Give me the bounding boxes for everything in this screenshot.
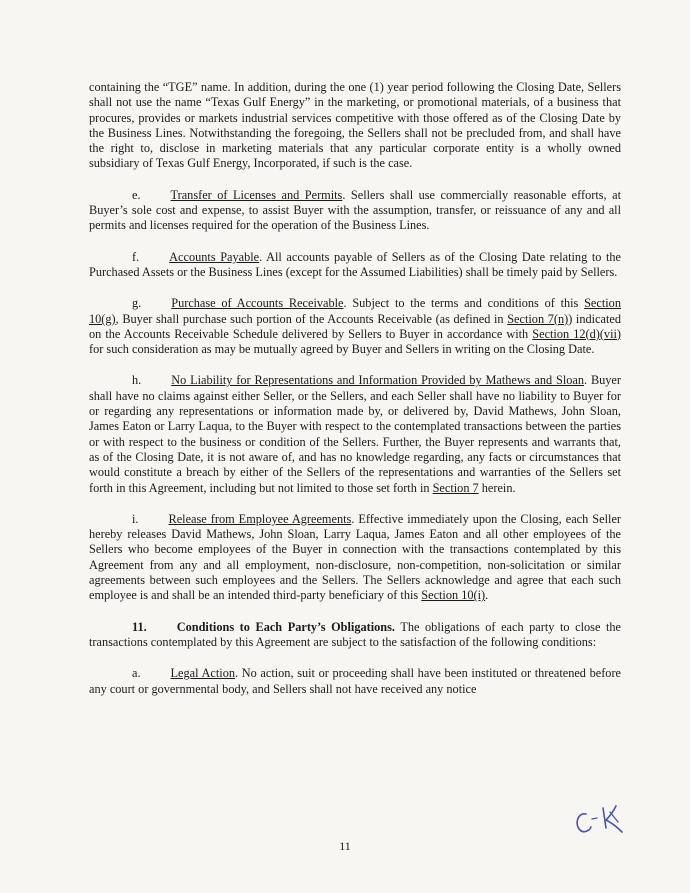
item-title: Purchase of Accounts Receivable bbox=[171, 296, 344, 311]
paragraph-f: f. Accounts Payable. All accounts payable of Sellers as of the Closing Date relating to the Purchased Assets or the Business Lines (except for the Assumed Liabilities) shall be timely paid by Sellers. bbox=[89, 249, 621, 279]
item-letter: f. bbox=[132, 249, 140, 264]
item-title: Release from Employee Agreements bbox=[168, 511, 352, 526]
handwritten-initials bbox=[572, 800, 630, 840]
section-number: 11. bbox=[132, 619, 147, 634]
section-11-heading: 11. Conditions to Each Party’s Obligations. The obligations of each party to close the transactions contemplated by this Agreement are subject to the satisfaction of the following conditions: bbox=[89, 619, 622, 649]
paragraph-h: h. No Liability for Representations and Information Provided by Mathews and Sloan. Buyer shall have no claims against either Seller, or the Sellers, and each Seller shall have no liability to Buyer for or regarding any representations or information made by, or delivered by, David Mathews, John Sloan, James Eaton or Larry Laqua, to the Buyer with respect to the contemplated transactions between the parties or with respect to the business or condition of the Sellers. Further, the Buyer represents and warrants that, as of the Closing Date, it is not aware of, and has no knowledge regarding, any facts or circumstances that would constitute a breach by either of the Sellers of the representations and warranties of the Sellers set forth in this Agreement, including but not limited to those set forth in Section 7 herein. bbox=[89, 373, 621, 495]
page-number: 11 bbox=[339, 839, 351, 853]
item-title: Transfer of Licenses and Permits bbox=[170, 187, 343, 202]
section-reference: Section 12(d)(vii) bbox=[532, 326, 622, 341]
paragraph-g: g. Purchase of Accounts Receivable. Subject to the terms and conditions of this Section 10(g), Buyer shall purchase such portion of the Accounts Receivable (as defined in Section 7(n)) indicated on the Accounts Receivable Schedule delivered by Sellers to Buyer in accordance with Section 12(d)(vii) for such consideration as may be mutually agreed by Buyer and Sellers in writing on the Closing Date. bbox=[89, 296, 622, 357]
item-title: Legal Action bbox=[170, 666, 235, 681]
item-letter: g. bbox=[132, 296, 142, 311]
item-title: No Liability for Representations and Information Provided by Mathews and Sloan bbox=[171, 373, 585, 388]
section-reference: Section 10(g) bbox=[89, 296, 621, 326]
item-letter: a. bbox=[132, 666, 141, 681]
section-reference: Section 10(i) bbox=[421, 588, 486, 603]
paragraph-a: a. Legal Action. No action, suit or proceeding shall have been instituted or threatened before any court or governmental body, and Sellers shall not have received any notice bbox=[89, 666, 622, 696]
paragraph-e: e. Transfer of Licenses and Permits. Sellers shall use commercially reasonable efforts, at Buyer’s sole cost and expense, to assist Buyer with the assumption, transfer, or reissuance of any and all permits and licenses required for the operation of the Business Lines. bbox=[89, 187, 621, 233]
item-title: Accounts Payable bbox=[169, 249, 260, 264]
paragraph-i: i. Release from Employee Agreements. Effective immediately upon the Closing, each Seller hereby releases David Mathews, John Sloan, Larry Laqua, James Eaton and all other employees of the Sellers who become employees of the Buyer in connection with the transactions contemplated by this Agreement from any and all employment, non-disclosure, non-competition, non-solicitation or similar agreements between such employees and the Sellers. The Sellers acknowledge and agree that each such employee is and shall be an intended third-party beneficiary of this Section 10(i). bbox=[89, 511, 621, 603]
paragraph-tge-name: containing the “TGE” name. In addition, during the one (1) year period following the Closing Date, Sellers shall not use the name “Texas Gulf Energy” in the marketing, or promotional materials, of a business that procures, provides or markets industrial services competitive with those offered as of the Closing Date by the Business Lines. Notwithstanding the foregoing, the Sellers shall not be precluded from, and shall have the right to, disclose in marketing materials that any particular corporate entity is a wholly owned subsidiary of Texas Gulf Energy, Incorporated, if such is the case. bbox=[89, 80, 621, 171]
section-reference: Section 7 bbox=[432, 480, 479, 495]
item-letter: e. bbox=[132, 187, 141, 202]
item-letter: i. bbox=[132, 511, 139, 526]
section-title: Conditions to Each Party’s Obligations. bbox=[176, 619, 395, 634]
section-reference: Section 7(n) bbox=[507, 311, 569, 326]
page-content bbox=[89, 80, 621, 713]
item-letter: h. bbox=[132, 373, 142, 388]
